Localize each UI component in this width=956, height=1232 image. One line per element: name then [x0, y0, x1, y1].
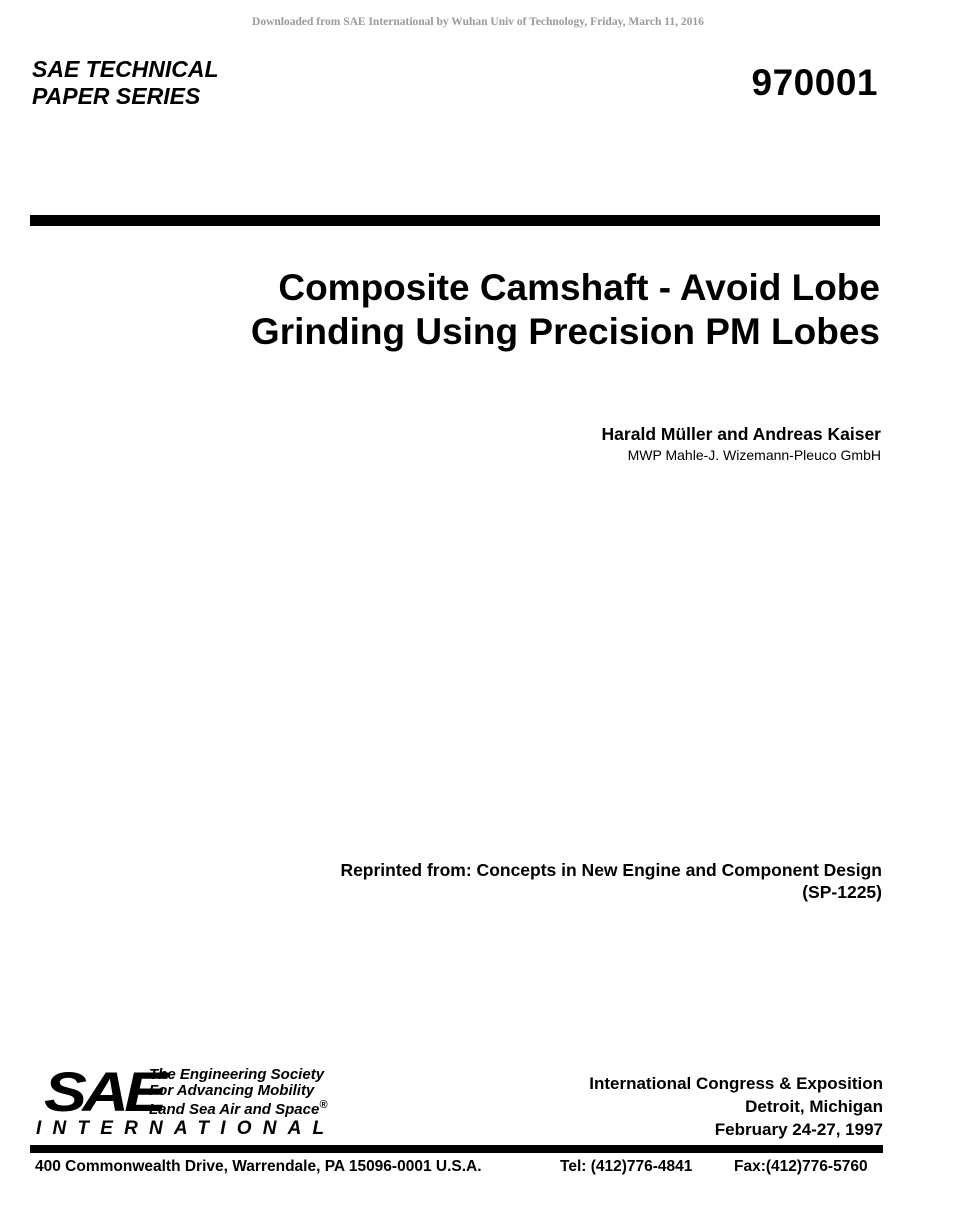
event-dates: February 24-27, 1997 [714, 1120, 883, 1139]
title-line-2: Grinding Using Precision PM Lobes [250, 311, 880, 352]
paper-title [180, 266, 880, 354]
sae-international-logo [34, 1060, 374, 1142]
event-location: Detroit, Michigan [745, 1097, 883, 1116]
bottom-divider [30, 1145, 883, 1153]
footer-tel: Tel: (412)776-4841 [560, 1158, 693, 1175]
top-divider [30, 215, 880, 226]
event-info [589, 1072, 883, 1141]
reprint-note [182, 859, 882, 903]
paper-number: 970001 [751, 62, 878, 103]
authors: Harald Müller and Andreas Kaiser [601, 424, 881, 444]
footer-fax: Fax:(412)776-5760 [734, 1158, 868, 1175]
reprint-line-2: (SP-1225) [802, 882, 882, 902]
logo-tagline-1: The Engineering Society [149, 1066, 325, 1083]
sae-logo-mark: SAE [44, 1060, 163, 1123]
title-line-1: Composite Camshaft - Avoid Lobe [278, 267, 880, 308]
logo-tagline-2: For Advancing Mobility [149, 1081, 315, 1099]
logo-tagline [149, 1067, 327, 1118]
event-name: International Congress & Exposition [589, 1074, 883, 1093]
series-line-1: SAE TECHNICAL [32, 56, 219, 82]
logo-tagline-3: Land Sea Air and Space® [149, 1099, 328, 1118]
download-watermark: Downloaded from SAE International by Wuhan Univ of Technology, Friday, March 11, 2016 [252, 16, 704, 28]
affiliation: MWP Mahle-J. Wizemann-Pleuco GmbH [627, 447, 881, 463]
series-label [32, 56, 219, 110]
reprint-line-1: Reprinted from: Concepts in New Engine and Component Design [340, 860, 882, 880]
series-line-2: PAPER SERIES [32, 83, 201, 109]
footer-address: 400 Commonwealth Drive, Warrendale, PA 15096-0001 U.S.A. [35, 1158, 482, 1175]
logo-international: INTERNATIONAL [36, 1118, 336, 1139]
registered-mark: ® [319, 1099, 328, 1111]
